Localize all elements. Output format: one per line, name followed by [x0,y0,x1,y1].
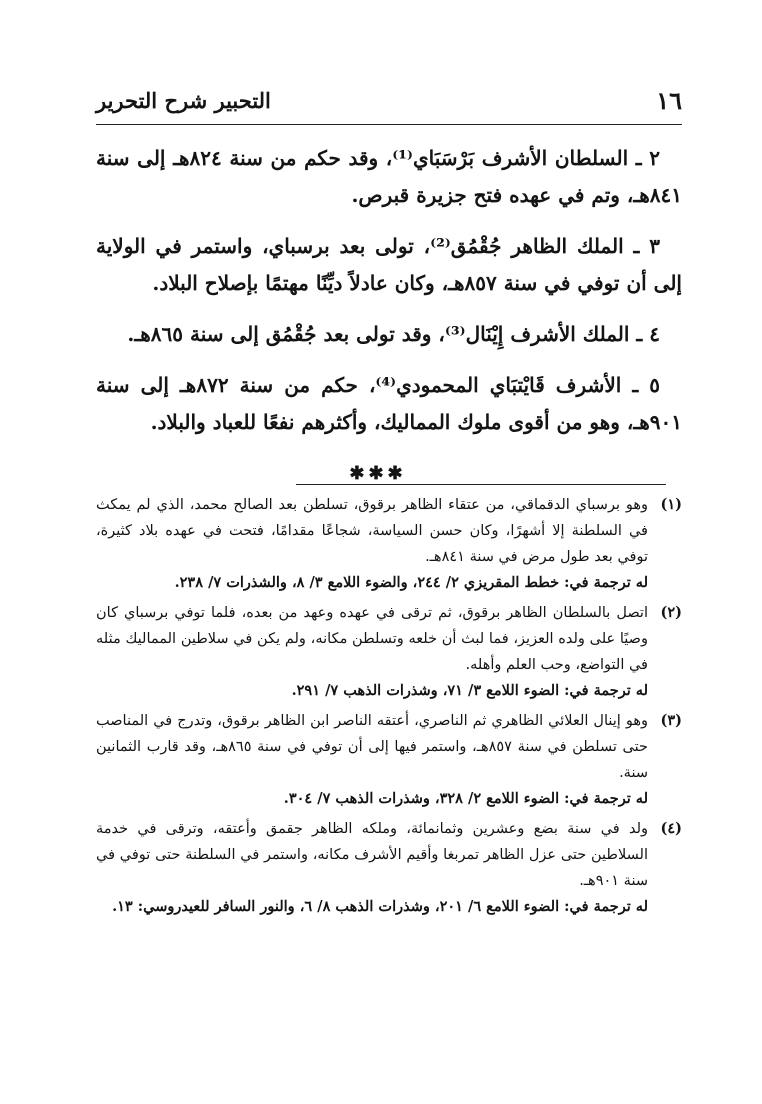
footnote-number: (١) [660,496,682,513]
section-separator: ✱✱✱ [349,463,407,484]
footnote-source: له ترجمة في: خطط المقريزي ٢/ ٢٤٤، والضوء اللامع ٣/ ٨، والشذرات ٧/ ٢٣٨. [174,574,648,591]
footnote-source: له ترجمة في: الضوء اللامع ٦/ ٢٠١، وشذرات الذهب ٨/ ٦، والنور السافر للعيدروسي: ١٣. [112,898,648,915]
footnote [96,708,682,812]
footnote-text: وهو برسباي الدقماقي، من عتقاء الظاهر برقوق، تسلطن بعد الصالح محمد، الذي لم يمكث في السلطنة إلا أشهرًا، وكان حسن السياسة، شجاعًا مقدامًا، فتحت في عهده بلاد كثيرة، توفي بعد طول مرض في سنة ٨٤١هـ. [96,497,648,565]
paragraph: ٤ ـ الملك الأشرف إِيْنَال⁽³⁾، وقد تولى بعد جُقْمُق إلى سنة ٨٦٥هـ. [127,322,660,346]
page-number: ١٦ [656,86,682,115]
footnote-rule [296,484,666,485]
main-text [96,140,682,506]
footnote [96,816,682,920]
paragraph: ٣ ـ الملك الظاهر جُقْمُق⁽²⁾، تولى بعد برسباي، واستمر في الولاية إلى أن توفي في سنة ٨٥٧هـ، وكان عادلاً ديِّنًا مهتمًا بإصلاح البلاد. [96,234,682,295]
footnote [96,600,682,704]
footnote-source: له ترجمة في: الضوء اللامع ٣/ ٧١، وشذرات الذهب ٧/ ٢٩١. [291,682,648,699]
footnote-source: له ترجمة في: الضوء اللامع ٢/ ٣٢٨، وشذرات الذهب ٧/ ٣٠٤. [283,790,648,807]
paragraph: ٥ ـ الأشرف قَايْتبَاي المحمودي⁽⁴⁾، حكم من سنة ٨٧٢هـ إلى سنة ٩٠١هـ، وهو من أقوى ملوك المماليك، وأكثرهم نفعًا للعباد والبلاد. [96,373,682,434]
footnote-number: (٣) [660,712,682,729]
header-rule [96,124,682,125]
footnotes [96,492,682,924]
footnote-number: (٤) [660,820,682,837]
page-header [96,82,682,122]
running-title: التحبير شرح التحرير [96,88,271,113]
paragraph: ٢ ـ السلطان الأشرف بَرْسَبَاي⁽¹⁾، وقد حكم من سنة ٨٢٤هـ إلى سنة ٨٤١هـ، وتم في عهده فتح جزيرة قبرص. [96,146,682,207]
footnote-text: ولد في سنة بضع وعشرين وثمانمائة، وملكه الظاهر جقمق وأعتقه، وترقى في خدمة السلاطين حتى عزل الظاهر تمربغا وأقيم الأشرف مكانه، واستمر في السلطنة حتى توفي في سنة ٩٠١هـ. [96,821,648,889]
footnote-text: اتصل بالسلطان الظاهر برقوق، ثم ترقى في عهده وعهد من بعده، فلما توفي برسباي كان وصيًا على ولده العزيز، فما لبث أن خلعه وتسلطن مكانه، ولم يكن في سلاطين المماليك مثله في التواضع، وحب العلم وأهله. [96,605,648,673]
footnote-text: وهو إينال العلائي الظاهري ثم الناصري، أعتقه الناصر ابن الظاهر برقوق، وتدرج في المناصب حتى تسلطن في سنة ٨٥٧هـ، واستمر فيها إلى أن توفي في سنة ٨٦٥هـ، وقد قارب الثمانين سنة. [96,713,648,781]
footnote-number: (٢) [660,604,682,621]
footnote [96,492,682,596]
